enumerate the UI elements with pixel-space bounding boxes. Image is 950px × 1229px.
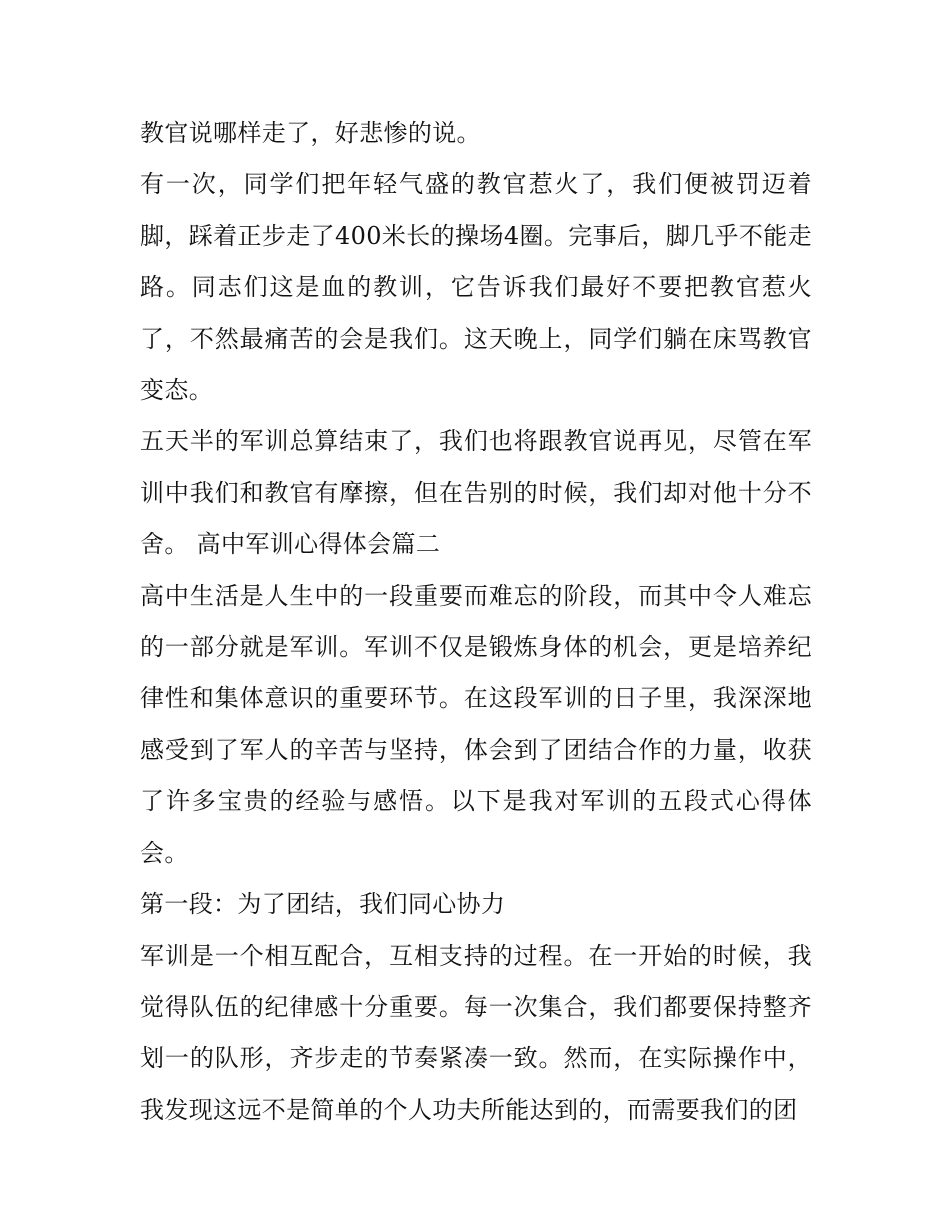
paragraph-5: 军训是一个相互配合，互相支持的过程。在一开始的时候，我觉得队伍的纪律感十分重要。每一次集合，我们都要保持整齐划一的队形，齐步走的节奏紧凑一致。然而，在实际操作中，我发现这远不是简单的个人功夫所能达到的，而需要我们的团 [140,941,812,1124]
document-body [140,108,812,1136]
paragraph-4: 高中生活是人生中的一段重要而难忘的阶段，而其中令人难忘的一部分就是军训。军训不仅是锻炼身体的机会，更是培养纪律性和集体意识的重要环节。在这段军训的日子里，我深深地感受到了军人的辛苦与坚持，体会到了团结合作的力量，收获了许多宝贵的经验与感悟。以下是我对军训的五段式心得体会。 [140,581,812,867]
paragraph-2: 有一次，同学们把年轻气盛的教官惹火了，我们便被罚迈着脚，踩着正步走了400米长的操场4圈。完事后，脚几乎不能走路。同志们这是血的教训，它告诉我们最好不要把教官惹火了，不然最痛苦的会是我们。这天晚上，同学们躺在床骂教官变态。 [140,170,812,405]
paragraph-1: 教官说哪样走了，好悲惨的说。 [140,119,481,147]
section-heading-1: 第一段：为了团结，我们同心协力 [140,890,506,919]
paragraph-3: 五天半的军训总算结束了，我们也将跟教官说再见，尽管在军训中我们和教官有摩擦，但在告别的时候，我们却对他十分不舍。 高中军训心得体会篇二 [140,427,812,559]
